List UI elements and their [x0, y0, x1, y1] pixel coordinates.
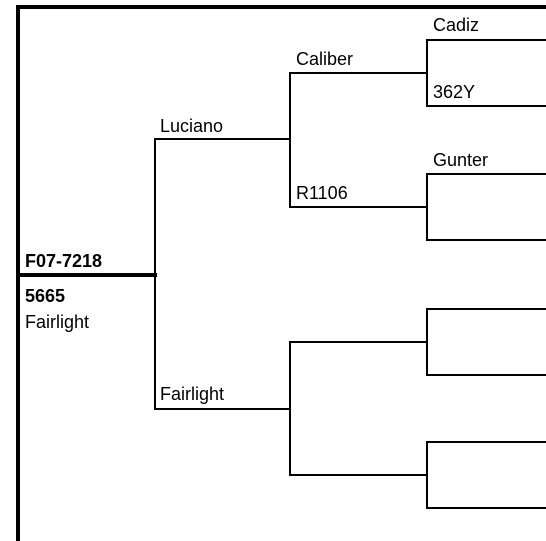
gg-name-2: 362Y [433, 82, 476, 102]
sire-name: Luciano [160, 116, 224, 136]
dam-name: Fairlight [160, 384, 225, 404]
subject-id: F07-7218 [25, 251, 103, 271]
grandsire-sire-name: Caliber [296, 49, 354, 69]
granddam-sire-name: R1106 [296, 183, 348, 203]
subject-number: 5665 [25, 286, 66, 306]
gg-name-1: Cadiz [433, 15, 480, 35]
subject-name: Fairlight [25, 312, 90, 332]
gg-name-3: Gunter [433, 150, 489, 170]
